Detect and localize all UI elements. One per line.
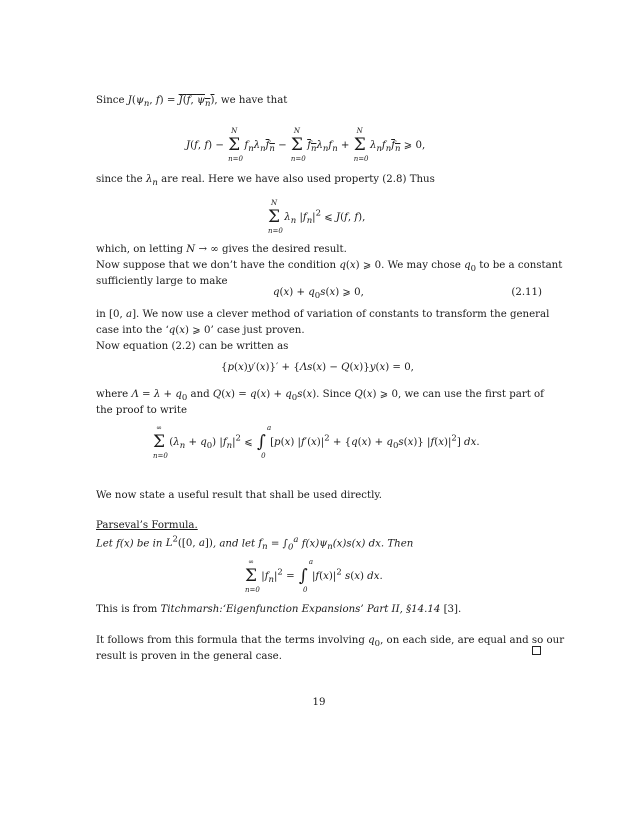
equation-1: J(f, f) − Σ N n=0 $f_n\lambda_nf_n - \Sigma$ N n=0 $f_n\lambda_nf_n + \Sigma$ N n=0 $\lambda_nf_nf_n$ ⩾ 0, [186,127,426,163]
text-line-9: where $\Lambda = \lambda + q_0$ and $Q(x) = q(x) + q_0s(x)$. Since Q(x) ⩾ 0, we can use the first part of [96,389,544,404]
equation-3: $q(x) + q_0s(x)$ ⩾ 0, [273,287,364,302]
theorem-title: Parseval’s Formula. [96,520,198,531]
text-line-8: Now equation (2.2) can be written as [96,341,289,352]
equation-5: Σ ∞ n=0 $(\lambda_n + q_0)$ $|f_n|^2$ ⩽ ∫ a 0 [p(x) $|f'(x)|^2 + \{q(x) + q_0s(x)\}$ $|f(x)|^2$] dx. [153,424,480,460]
text-line-3: which, on letting N → ∞ gives the desired result. [96,244,347,255]
equation-number-2-11: (2.11) [511,287,542,298]
equation-2: Σ N n=0 $\lambda_n$ $|f_n|^2$ ⩽ J(f, f), [268,199,366,235]
text-line-14: This is from Titchmarsh:‘Eigenfunction Expansions’ Part II, §14.14 [3]. [96,604,462,615]
text-line-16: result is proven in the general case. [96,651,282,662]
equation-6: Σ ∞ n=0 $|f_n|^2$ = ∫ a 0 $|f(x)|^2$ s(x) dx. [245,558,383,594]
text-line-15: It follows from this formula that the terms involving $q_0$, on each side, are equal and so our [96,635,565,650]
text-line-11: We now state a useful result that shall be used directly. [96,490,382,501]
text-line-7: case into the ‘q(x) ⩾ 0’ case just proven. [96,325,305,336]
text-line-1: Since $J(\psi_n$, f) = J(f, $\psi_n$), we have that [96,95,288,110]
text-line-4: Now suppose that we don’t have the condition q(x) ⩾ 0. We may chose $q_0$ to be a constant [96,260,563,275]
page-number: 19 [312,697,326,708]
theorem-statement: Let f(x) be in $L^2([0$, a]), and let $f_n = \int_0^a$ $f(x)\psi_n(x)s(x)$ dx. Then [96,535,414,553]
text-line-6: in [0, a]. We now use a clever method of variation of constants to transform the general [96,309,550,320]
qed-box-icon [532,646,541,655]
text-line-5: sufficiently large to make [96,276,228,287]
text-line-10: the proof to write [96,405,188,416]
equation-4: {p(x)y′(x)}′ + {Λs(x) − Q(x)}y(x) = 0, [221,362,414,373]
text-line-2: since the $\lambda_n$ are real. Here we have also used property (2.8) Thus [96,174,435,189]
